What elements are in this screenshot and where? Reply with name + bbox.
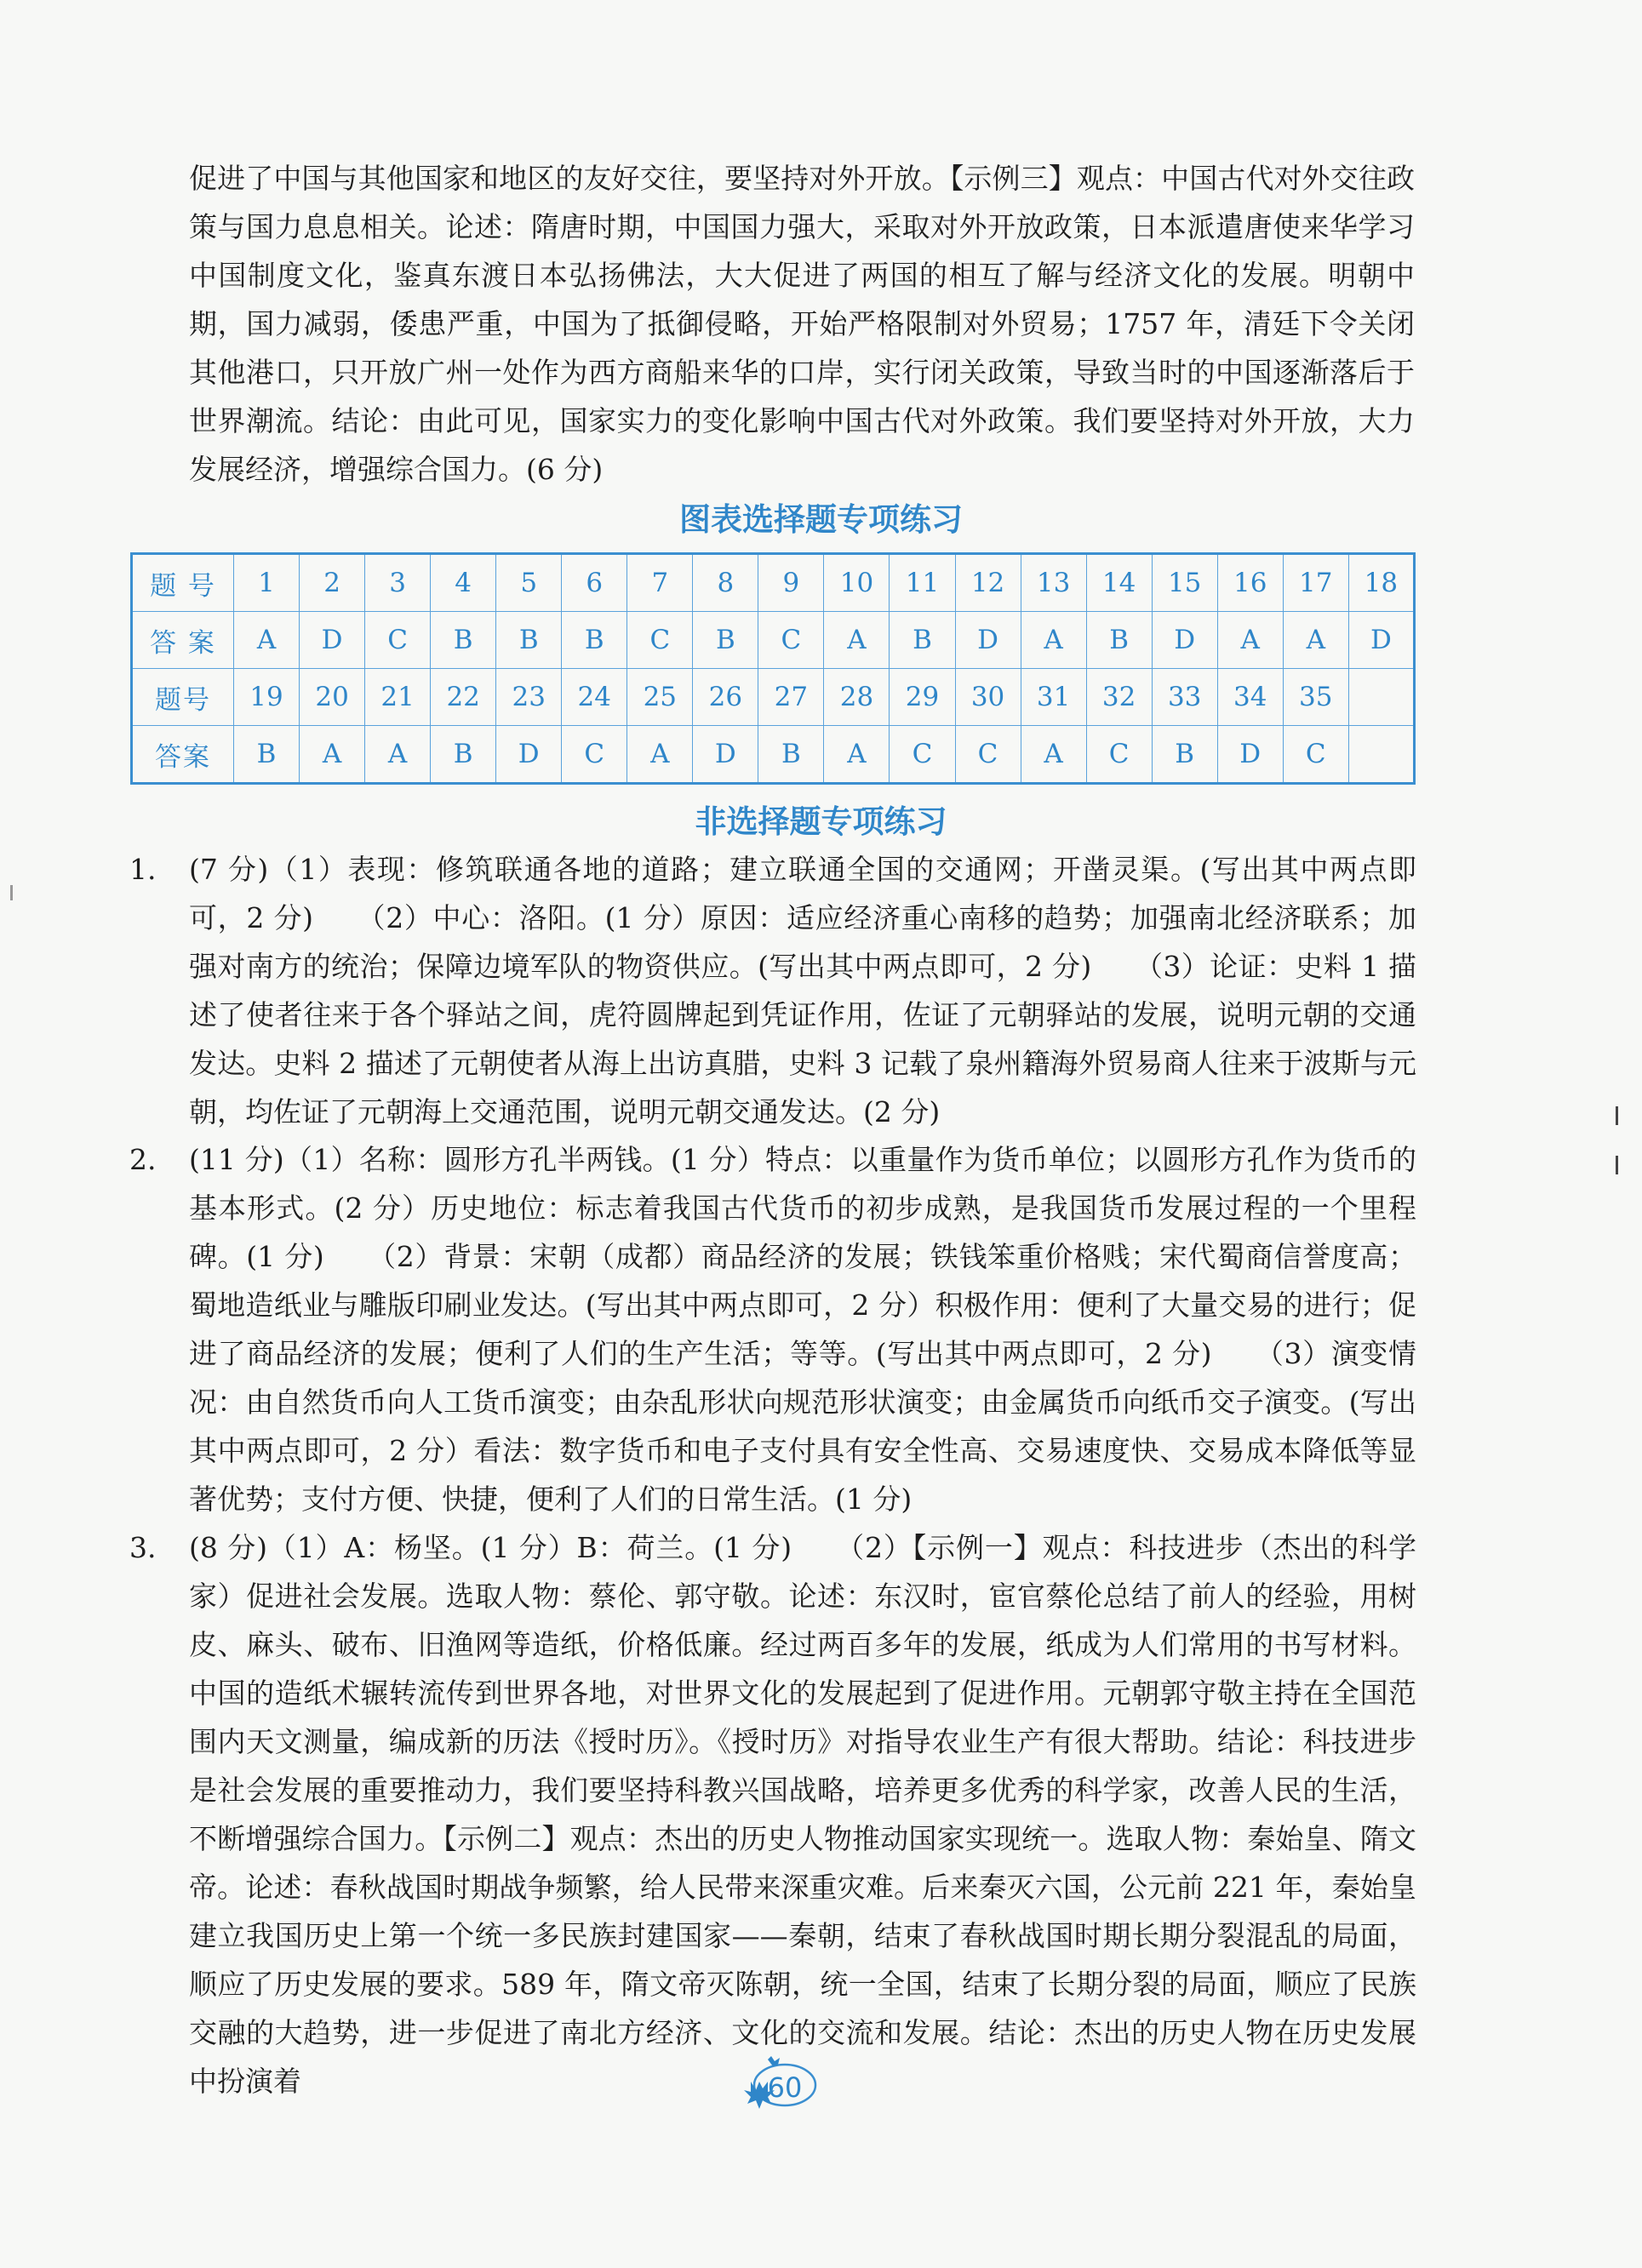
table-cell: B (693, 612, 758, 669)
table-cell: 20 (300, 669, 365, 726)
table-cell: 10 (824, 554, 890, 612)
table-cell: D (496, 726, 562, 784)
row-label: 题 号 (132, 554, 234, 612)
table-cell: 12 (955, 554, 1021, 612)
table-cell: B (758, 726, 824, 784)
table-cell: 32 (1086, 669, 1152, 726)
table-cell: 5 (496, 554, 562, 612)
table-cell: 9 (758, 554, 824, 612)
table-cell: C (627, 612, 693, 669)
table-cell: 35 (1283, 669, 1348, 726)
table-cell: D (1348, 612, 1414, 669)
table-cell: 31 (1021, 669, 1086, 726)
question-answer-text: (7 分)（1）表现：修筑联通各地的道路；建立联通全国的交通网；开凿灵渠。(写出其中两点即可，2 分) （2）中心：洛阳。(1 分）原因：适应经济重心南移的趋势；加强南北经济联系；加强对南方的统治；保障边境军队的物资供应。(写出其中两点即可，2 分) （3）论证：史料 1 描述了使者往来于各个驿站之间，虎符圆牌起到凭证作用，佐证了元朝驿站的发展，说明元朝的交通发达。史料 2 描述了元朝使者从海上出访真腊，史料 3 记载了泉州籍海外贸易商人往来于波斯与元朝，均佐证了元朝海上交通范围，说明元朝交通发达。(2 分) (189, 853, 1416, 1128)
question-item (129, 1523, 1416, 2105)
table-cell: 19 (234, 669, 300, 726)
table-cell: 13 (1021, 554, 1086, 612)
table-row-answers-a (132, 612, 1415, 669)
table-cell: A (1283, 612, 1348, 669)
table-cell: 3 (365, 554, 431, 612)
scan-mark (10, 885, 13, 900)
table-cell: A (365, 726, 431, 784)
table-row-numbers-a (132, 554, 1415, 612)
table-cell: D (300, 612, 365, 669)
table-cell: A (824, 726, 890, 784)
table-cell: C (562, 726, 627, 784)
section-title-chart-choice: 图表选择题专项练习 (679, 501, 963, 538)
table-cell: B (1086, 612, 1152, 669)
table-cell: 30 (955, 669, 1021, 726)
question-number: 1. (129, 853, 157, 886)
table-cell: 7 (627, 554, 693, 612)
table-cell: 25 (627, 669, 693, 726)
question-answer-text: (8 分)（1）A：杨坚。(1 分）B：荷兰。(1 分) （2）【示例一】观点：科技进步（杰出的科学家）促进社会发展。选取人物：蔡伦、郭守敬。论述：东汉时，宦官蔡伦总结了前人的经验，用树皮、麻头、破布、旧渔网等造纸，价格低廉。经过两百多年的发展，纸成为人们常用的书写材料。中国的造纸术辗转流传到世界各地，对世界文化的发展起到了促进作用。元朝郭守敬主持在全国范围内天文测量，编成新的历法《授时历》。《授时历》对指导农业生产有很大帮助。结论：科技进步是社会发展的重要推动力，我们要坚持科教兴国战略，培养更多优秀的科学家，改善人民的生活，不断增强综合国力。【示例二】观点：杰出的历史人物推动国家实现统一。选取人物：秦始皇、隋文帝。论述：春秋战国时期战争频繁，给人民带来深重灾难。后来秦灭六国，公元前 221 年，秦始皇建立我国历史上第一个统一多民族封建国家——秦朝，结束了春秋战国时期长期分裂混乱的局面，顺应了历史发展的要求。589 年，隋文帝灭陈朝，统一全国，结束了长期分裂的局面，顺应了民族交融的大趋势，进一步促进了南北方经济、文化的交流和发展。结论：杰出的历史人物在历史发展中扮演着 (189, 1531, 1416, 2098)
table-cell: A (300, 726, 365, 784)
table-cell: C (1086, 726, 1152, 784)
table-cell: A (1021, 726, 1086, 784)
section-title-non-choice: 非选择题专项练习 (695, 803, 947, 840)
table-cell: C (1283, 726, 1348, 784)
row-label: 答案 (132, 726, 234, 784)
table-cell: 6 (562, 554, 627, 612)
table-cell: B (234, 726, 300, 784)
table-row-answers-b (132, 726, 1415, 784)
question-number: 3. (129, 1531, 157, 1564)
table-cell: 14 (1086, 554, 1152, 612)
table-cell: 1 (234, 554, 300, 612)
table-cell: 15 (1152, 554, 1217, 612)
table-cell: 29 (890, 669, 955, 726)
scan-mark (1616, 1106, 1618, 1125)
table-cell (1348, 669, 1414, 726)
table-cell: 28 (824, 669, 890, 726)
table-cell: A (824, 612, 890, 669)
page-footer (730, 2056, 832, 2124)
question-item (129, 845, 1416, 1136)
row-label: 答 案 (132, 612, 234, 669)
question-answer-text: (11 分)（1）名称：圆形方孔半两钱。(1 分）特点：以重量作为货币单位；以圆形方孔作为货币的基本形式。(2 分）历史地位：标志着我国古代货币的初步成熟，是我国货币发展过程的一个里程碑。(1 分) （2）背景：宋朝（成都）商品经济的发展；铁钱笨重价格贱；宋代蜀商信誉度高；蜀地造纸业与雕版印刷业发达。(写出其中两点即可，2 分）积极作用：便利了大量交易的进行；促进了商品经济的发展；便利了人们的生产生活；等等。(写出其中两点即可，2 分) （3）演变情况：由自然货币向人工货币演变；由杂乱形状向规范形状演变；由金属货币向纸币交子演变。(写出其中两点即可，2 分）看法：数字货币和电子支付具有安全性高、交易速度快、交易成本降低等显著优势；支付方便、快捷，便利了人们的日常生活。(1 分) (189, 1143, 1416, 1516)
table-cell: 23 (496, 669, 562, 726)
table-cell: 34 (1217, 669, 1283, 726)
table-cell: 21 (365, 669, 431, 726)
table-cell: 33 (1152, 669, 1217, 726)
table-cell: A (234, 612, 300, 669)
table-cell: 24 (562, 669, 627, 726)
intro-paragraph: 促进了中国与其他国家和地区的友好交往，要坚持对外开放。【示例三】观点：中国古代对外交往政策与国力息息相关。论述：隋唐时期，中国国力强大，采取对外开放政策，日本派遣唐使来华学习中国制度文化，鉴真东渡日本弘扬佛法，大大促进了两国的相互了解与经济文化的发展。明朝中期，国力减弱，倭患严重，中国为了抵御侵略，开始严格限制对外贸易；1757 年，清廷下令关闭其他港口，只开放广州一处作为西方商船来华的口岸，实行闭关政策，导致当时的中国逐渐落后于世界潮流。结论：由此可见，国家实力的变化影响中国古代对外政策。我们要坚持对外开放，大力发展经济，增强综合国力。(6 分) (189, 162, 1415, 486)
row-label: 题号 (132, 669, 234, 726)
table-cell: D (955, 612, 1021, 669)
table-cell: C (758, 612, 824, 669)
table-cell: 8 (693, 554, 758, 612)
table-cell: 22 (431, 669, 496, 726)
table-cell: A (627, 726, 693, 784)
table-cell (1348, 726, 1414, 784)
table-cell: B (890, 612, 955, 669)
table-cell: C (890, 726, 955, 784)
table-row-numbers-b (132, 669, 1415, 726)
table-cell: D (1217, 726, 1283, 784)
question-item (129, 1135, 1416, 1523)
question-number: 2. (129, 1143, 157, 1176)
table-cell: C (955, 726, 1021, 784)
table-cell: B (562, 612, 627, 669)
table-cell: B (496, 612, 562, 669)
table-cell: B (431, 726, 496, 784)
table-cell: D (1152, 612, 1217, 669)
scan-mark (1616, 1156, 1618, 1174)
table-cell: A (1217, 612, 1283, 669)
table-cell: A (1021, 612, 1086, 669)
table-cell: 4 (431, 554, 496, 612)
table-cell: 18 (1348, 554, 1414, 612)
table-cell: 11 (890, 554, 955, 612)
table-cell: C (365, 612, 431, 669)
table-cell: 17 (1283, 554, 1348, 612)
table-cell: 26 (693, 669, 758, 726)
table-cell: B (1152, 726, 1217, 784)
table-cell: 2 (300, 554, 365, 612)
answer-table (130, 552, 1416, 785)
table-cell: B (431, 612, 496, 669)
table-cell: 16 (1217, 554, 1283, 612)
table-cell: 27 (758, 669, 824, 726)
page-number: 60 (767, 2071, 803, 2104)
table-cell: D (693, 726, 758, 784)
